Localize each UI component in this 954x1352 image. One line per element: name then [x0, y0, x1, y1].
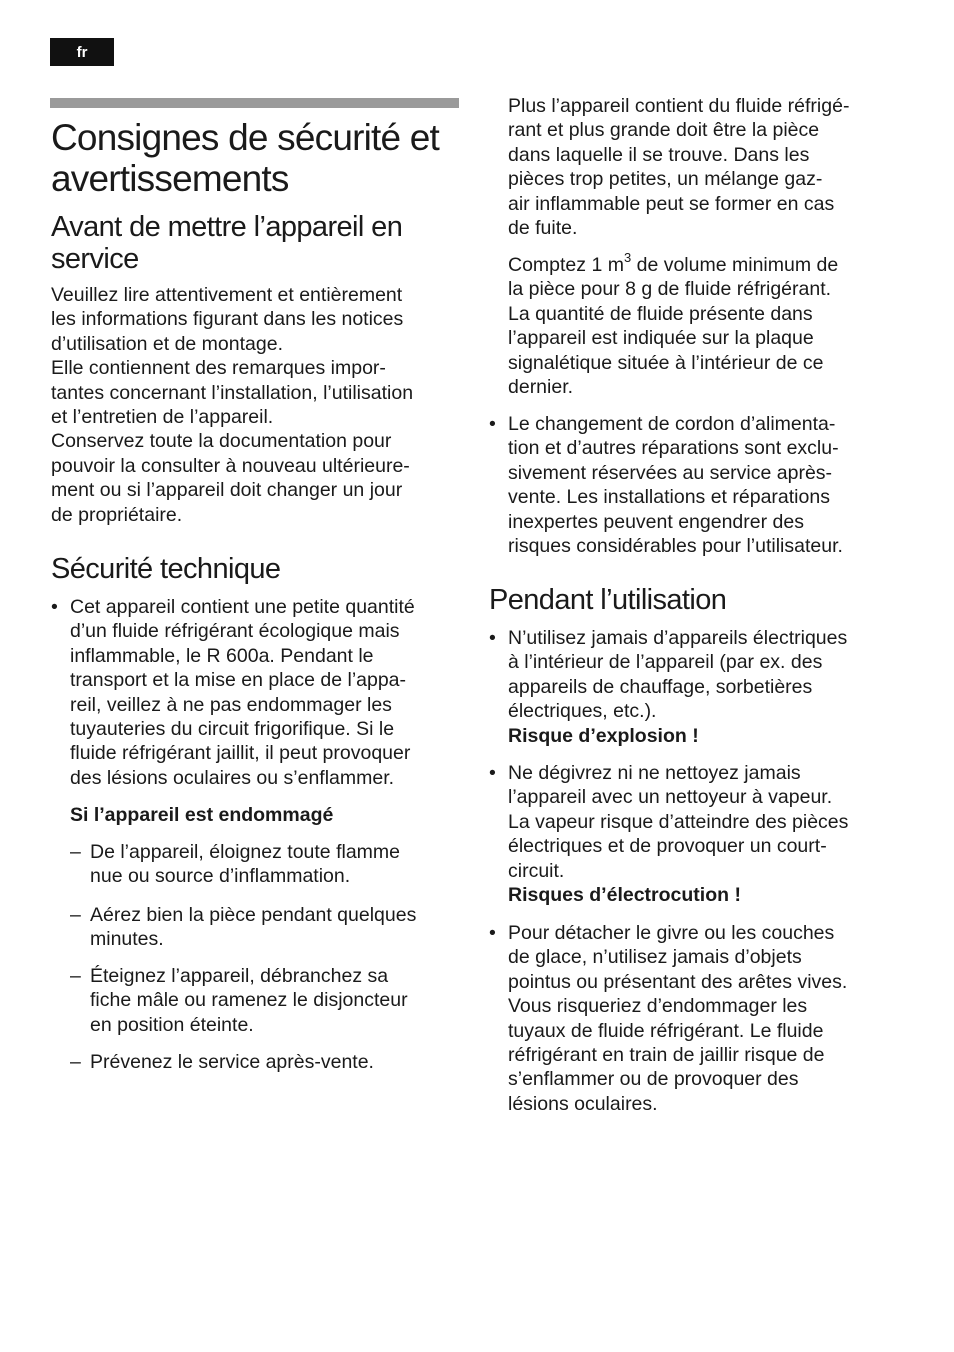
- dash-icon: –: [70, 904, 81, 926]
- text-line: à l’intérieur de l’appareil (par ex. des: [508, 651, 823, 674]
- text-line: De l’appareil, éloignez toute flamme: [90, 841, 401, 863]
- bullet-icon: •: [489, 762, 496, 784]
- text-line: tion et d’autres réparations sont exclu-: [508, 437, 839, 460]
- list-item-givre: [489, 921, 919, 1116]
- text-line: fluide réfrigérant jaillit, il peut provoquer: [70, 742, 411, 765]
- text-line: risques considérables pour l’utilisateur.: [508, 535, 843, 558]
- text-line: appareils de chauffage, sorbetières: [508, 675, 813, 698]
- text-line: électriques et de provoquer un court-: [508, 835, 827, 858]
- text-line: pointus ou présentant des arêtes vives.: [508, 970, 848, 993]
- dash-icon: –: [70, 841, 81, 863]
- bullet-text: [508, 761, 919, 883]
- intro-paragraph: [51, 283, 466, 527]
- text-line: sivement réservées au service après-: [508, 461, 833, 484]
- text-line: air inflammable peut se former en cas: [508, 192, 835, 215]
- bullet-text: [508, 626, 919, 724]
- bullet-icon: •: [489, 627, 496, 649]
- text-line: d’un fluide réfrigérant écologique mais: [70, 620, 400, 643]
- language-tab: fr: [50, 38, 114, 66]
- text-line: l’appareil est indiquée sur la plaque: [508, 327, 814, 350]
- volume-text-a: Comptez 1 m: [508, 254, 624, 276]
- text-line: dans laquelle il se trouve. Dans les: [508, 143, 810, 166]
- text-line: lésions oculaires.: [508, 1092, 658, 1115]
- dash-text: [90, 1050, 465, 1074]
- text-line: et l’entretien de l’appareil.: [51, 406, 274, 429]
- volume-text-rest: [508, 277, 900, 399]
- list-item-refrigerant: [51, 595, 485, 790]
- list-item-cordon: [489, 412, 919, 558]
- volume-text-b: de volume minimum de: [631, 254, 839, 276]
- text-line: Ne dégivrez ni ne nettoyez jamais: [508, 762, 801, 784]
- text-line: inflammable, le R 600a. Pendant le: [70, 644, 374, 667]
- text-line: Vous risqueriez d’endommager les: [508, 995, 808, 1018]
- dash-text: [90, 903, 465, 952]
- bullet-text: [70, 595, 485, 790]
- dash-item-eteignez: [70, 964, 465, 1037]
- subheading-appareil-endommage: Si l’appareil est endommagé: [70, 804, 334, 826]
- text-line: la pièce pour 8 g de fluide réfrigérant.: [508, 278, 832, 301]
- text-line: des lésions oculaires ou s’enflammer.: [70, 766, 395, 789]
- text-line: tuyaux de fluide réfrigérant. Le fluide: [508, 1019, 824, 1042]
- text-line: réfrigérant en train de jaillir risque de: [508, 1044, 825, 1067]
- text-line: Le changement de cordon d’alimenta-: [508, 413, 836, 435]
- text-line: fiche mâle ou ramenez le disjoncteur: [90, 989, 408, 1012]
- text-line: tuyauteries du circuit frigorifique. Si le: [70, 718, 395, 741]
- text-line: minutes.: [90, 928, 164, 951]
- text-line: électriques, etc.).: [508, 700, 657, 723]
- text-line: Plus l’appareil contient du fluide réfrigé-: [508, 95, 850, 117]
- text-line: Veuillez lire attentivement et entièrement: [51, 284, 403, 306]
- text-line: Prévenez le service après-vente.: [90, 1051, 374, 1073]
- bullet-icon: •: [489, 413, 496, 435]
- text-line: d’utilisation et de montage.: [51, 332, 283, 355]
- superscript-3: 3: [623, 249, 632, 265]
- list-item-appareils-electriques: [489, 626, 919, 748]
- text-line: s’enflammer ou de provoquer des: [508, 1068, 799, 1091]
- text-line: tantes concernant l’installation, l’utilisation: [51, 381, 414, 404]
- bullet-text: [508, 412, 919, 558]
- text-line: Éteignez l’appareil, débranchez sa: [90, 965, 389, 987]
- text-line: Elle contiennent des remarques impor-: [51, 357, 386, 380]
- text-line: l’appareil avec un nettoyeur à vapeur.: [508, 786, 833, 809]
- text-line: circuit.: [508, 859, 565, 882]
- paragraph-volume-minimum: [508, 249, 900, 399]
- section-rule: [50, 98, 459, 108]
- dash-item-flamme: [70, 840, 465, 889]
- text-line: transport et la mise en place de l’appa-: [70, 669, 407, 692]
- warning-explosion: Risque d’explosion !: [508, 724, 699, 747]
- heading-avant-service: Avant de mettre l’appareil en service: [51, 211, 403, 275]
- text-line: en position éteinte.: [90, 1013, 254, 1036]
- text-line: pouvoir la consulter à nouveau ultérieure-: [51, 454, 410, 477]
- dash-item-aerez: [70, 903, 465, 952]
- dash-text: [90, 840, 465, 889]
- text-line: La quantité de fluide présente dans: [508, 302, 813, 325]
- bullet-icon: •: [489, 922, 496, 944]
- text-line: Pour détacher le givre ou les couches: [508, 922, 835, 944]
- text-line: dernier.: [508, 376, 574, 399]
- text-line: nue ou source d’inflammation.: [90, 865, 351, 888]
- text-line: Cet appareil contient une petite quantité: [70, 596, 415, 618]
- text-line: signalétique située à l’intérieur de ce: [508, 351, 824, 374]
- text-line: de glace, n’utilisez jamais d’objets: [508, 946, 802, 969]
- dash-item-prevenez: [70, 1050, 465, 1074]
- text-line: les informations figurant dans les notices: [51, 308, 404, 331]
- heading-pendant-utilisation: Pendant l’utilisation: [489, 584, 727, 616]
- text-line: ment ou si l’appareil doit changer un jour: [51, 479, 403, 502]
- bullet-text: [508, 921, 919, 1116]
- dash-icon: –: [70, 1051, 81, 1073]
- bullet-icon: •: [51, 596, 58, 618]
- text-line: inexpertes peuvent engendrer des: [508, 510, 804, 533]
- text-line: de propriétaire.: [51, 503, 183, 526]
- page-title: Consignes de sécurité et avertissements: [51, 117, 440, 199]
- text-line: Aérez bien la pièce pendant quelques: [90, 904, 417, 926]
- dash-icon: –: [70, 965, 81, 987]
- text-line: rant et plus grande doit être la pièce: [508, 119, 820, 142]
- text-line: reil, veillez à ne pas endommager les: [70, 693, 392, 716]
- text-line: La vapeur risque d’atteindre des pièces: [508, 810, 849, 833]
- list-item-nettoyeur-vapeur: [489, 761, 919, 907]
- text-line: Conservez toute la documentation pour: [51, 430, 392, 453]
- warning-electrocution: Risques d’électrocution !: [508, 884, 741, 907]
- heading-securite-technique: Sécurité technique: [51, 553, 281, 585]
- text-line: pièces trop petites, un mélange gaz-: [508, 168, 823, 191]
- text-line: N’utilisez jamais d’appareils électriques: [508, 627, 848, 649]
- dash-text: [90, 964, 465, 1037]
- text-line: de fuite.: [508, 217, 578, 240]
- text-line: vente. Les installations et réparations: [508, 486, 830, 509]
- paragraph-volume-piece: [508, 94, 900, 240]
